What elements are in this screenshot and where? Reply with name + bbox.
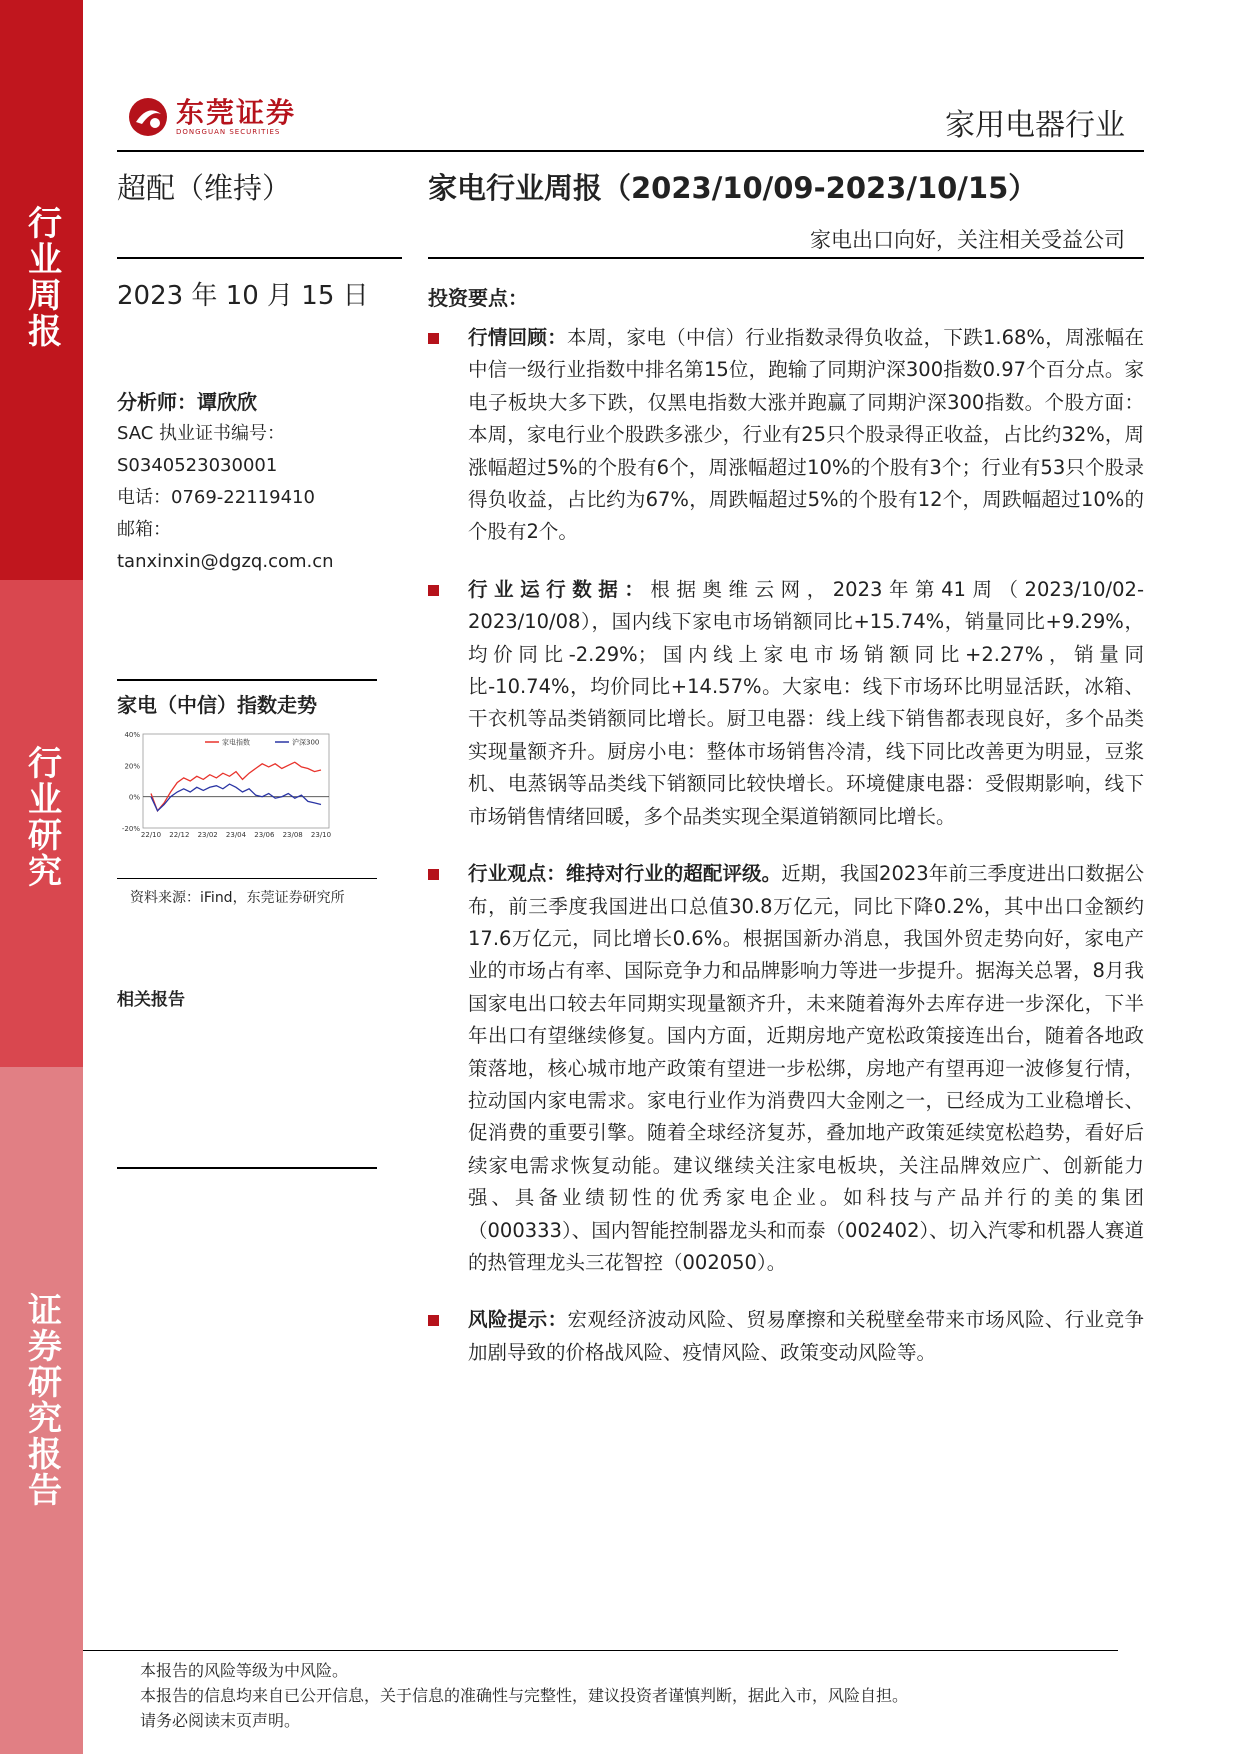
x-tick-label: 22/12 [169, 831, 190, 839]
bullet-square-icon [428, 1315, 439, 1326]
y-tick-label: 20% [124, 762, 140, 771]
chart-bottom-rule [117, 878, 377, 879]
analyst-phone: 电话：0769-22119410 [117, 487, 315, 508]
related-bottom-rule [117, 1167, 377, 1169]
bullet-industry-data [428, 574, 1144, 833]
x-tick-label: 23/02 [197, 831, 218, 839]
points-heading: 投资要点： [428, 286, 528, 310]
chart-source: 资料来源：iFind，东莞证券研究所 [130, 890, 345, 906]
footer-disclaimer [140, 1658, 908, 1733]
x-tick-label: 23/08 [282, 831, 303, 839]
investment-points [428, 322, 1144, 1394]
rating: 超配（维持） [117, 171, 292, 205]
related-reports-heading: 相关报告 [117, 990, 185, 1010]
bullet-square-icon [428, 585, 439, 596]
header-rule [117, 150, 1144, 152]
bullet-head: 行情回顾： [468, 326, 568, 349]
report-subtitle: 家电出口向好，关注相关受益公司 [810, 228, 1125, 252]
y-tick-label: 40% [124, 731, 140, 739]
bullet-head: 风险提示： [468, 1308, 568, 1332]
sidebar-block-weekly [0, 0, 83, 580]
bullet-risk [428, 1304, 1144, 1369]
bullet-head: 行业运行数据： [468, 577, 651, 601]
logo-text-en: DONGGUAN SECURITIES [176, 128, 281, 136]
logo-text-cn: 东莞证券 [176, 96, 297, 129]
sidebar [0, 0, 83, 1754]
series-line-appliance-index [151, 762, 321, 811]
chart-title: 家电（中信）指数走势 [117, 693, 317, 717]
series-line-csi300 [151, 784, 321, 811]
sidebar-label-report: 证券研究报告 [21, 1292, 62, 1508]
x-tick-label: 22/10 [140, 831, 162, 839]
left-rule-1 [117, 257, 402, 259]
company-logo [128, 96, 296, 138]
index-trend-chart [117, 728, 379, 858]
chart-top-rule [117, 679, 377, 681]
y-tick-label: 0% [128, 793, 140, 802]
sidebar-label-weekly: 行业周报 [21, 205, 62, 349]
footer-info-source: 本报告的信息均来自已公开信息，关于信息的准确性与完整性，建议投资者谨慎判断，据此入市，风险自担。 [140, 1686, 909, 1705]
legend-label: 沪深300 [292, 738, 320, 747]
report-title: 家电行业周报（2023/10/09-2023/10/15） [428, 171, 1038, 205]
logo-mark-icon [128, 96, 168, 138]
analyst-name: 分析师：谭欣欣 [117, 390, 257, 414]
plot-frame [143, 734, 329, 828]
sidebar-block-research [0, 580, 83, 1067]
analyst-info [117, 386, 334, 578]
x-tick-label: 23/06 [254, 831, 275, 839]
x-tick-label: 23/10 [310, 831, 332, 839]
bullet-text: 近期，我国2023年前三季度进出口数据公布，前三季度我国进出口总值30.8万亿元，同比下降0.2%，其中出口金额约17.6万亿元，同比增长0.6%。根据国新办消息，我国外贸走势向好，家电产业的市场占有率、国际竞争力和品牌影响力等进一步提升。据海关总署，8月我国家电出口较去年同期实现量额齐升，未来随着海外去库存进一步深化，下半年出口有望继续修复。国内方面，近期房地产宽松政策接连出台，随着各地政策落地，核心城市地产政策有望进一步松绑，房地产有望再迎一波修复行情，拉动国内家电需求。家电行业作为消费四大金刚之一，已经成为工业稳增长、促消费的重要引擎。随着全球经济复苏，叠加地产政策延续宽松趋势，看好后续家电需求恢复动能。建议继续关注家电板块，关注品牌效应广、创新能力强、具备业绩韧性的优秀家电企业。如科技与产品并行的美的集团（000333）、国内智能控制器龙头和而泰（002402）、切入汽零和机器人赛道的热管理龙头三花智控（002050）。 [468, 862, 1144, 1274]
sidebar-block-report [0, 1067, 83, 1754]
sac-label: SAC 执业证书编号： [117, 423, 286, 444]
right-rule-1 [428, 257, 1144, 259]
x-tick-label: 23/04 [225, 831, 247, 839]
legend-label: 家电指数 [222, 738, 250, 747]
bullet-square-icon [428, 869, 439, 880]
analyst-email[interactable]: tanxinxin@dgzq.com.cn [117, 551, 334, 572]
y-tick-label: -20% [121, 825, 140, 833]
bullet-head: 行业观点：维持对行业的超配评级。 [468, 862, 782, 886]
sac-number: S0340523030001 [117, 455, 278, 476]
industry-name: 家用电器行业 [945, 108, 1125, 143]
sidebar-label-research: 行业研究 [21, 745, 62, 889]
bullet-market-review [428, 322, 1144, 549]
bullet-square-icon [428, 333, 439, 344]
bullet-text: 宏观经济波动风险、贸易摩擦和关税壁垒带来市场风险、行业竞争加剧导致的价格战风险、疫情风险、政策变动风险等。 [468, 1308, 1144, 1364]
bullet-industry-view [428, 858, 1144, 1279]
bullet-text: 本周，家电（中信）行业指数录得负收益，下跌1.68%，周涨幅在中信一级行业指数中排名第15位，跑输了同期沪深300指数0.97个百分点。家电子板块大多下跌，仅黑电指数大涨并跑赢了同期沪深300指数。个股方面：本周，家电行业个股跌多涨少，行业有25只个股录得正收益，占比约32%，周涨幅超过5%的个股有6个，周涨幅超过10%的个股有3个；行业有53只个股录得负收益，占比约为67%，周跌幅超过5%的个股有12个，周跌幅超过10%的个股有2个。 [468, 326, 1144, 544]
footer-read-statement: 请务必阅读末页声明。 [140, 1711, 301, 1730]
report-date: 2023 年 10 月 15 日 [117, 281, 369, 311]
email-label: 邮箱： [117, 519, 171, 540]
footer-risk-level: 本报告的风险等级为中风险。 [140, 1661, 349, 1680]
footer-rule [83, 1650, 1118, 1651]
bullet-text: 根据奥维云网，2023年第41周（2023/10/02-2023/10/08），国内线下家电市场销额同比+15.74%，销量同比+9.29%，均价同比-2.29%；国内线上家电市场销额同比+2.27%，销量同比-10.74%，均价同比+14.57%。大家电：线下市场环比明显活跃，冰箱、干衣机等品类销额同比增长。厨卫电器：线上线下销售都表现良好，多个品类实现量额齐升。厨房小电：整体市场销售冷清，线下同比改善更为明显，豆浆机、电蒸锅等品类线下销额同比较快增长。环境健康电器：受假期影响，线下市场销售情绪回暖，多个品类实现全渠道销额同比增长。 [468, 577, 1144, 828]
